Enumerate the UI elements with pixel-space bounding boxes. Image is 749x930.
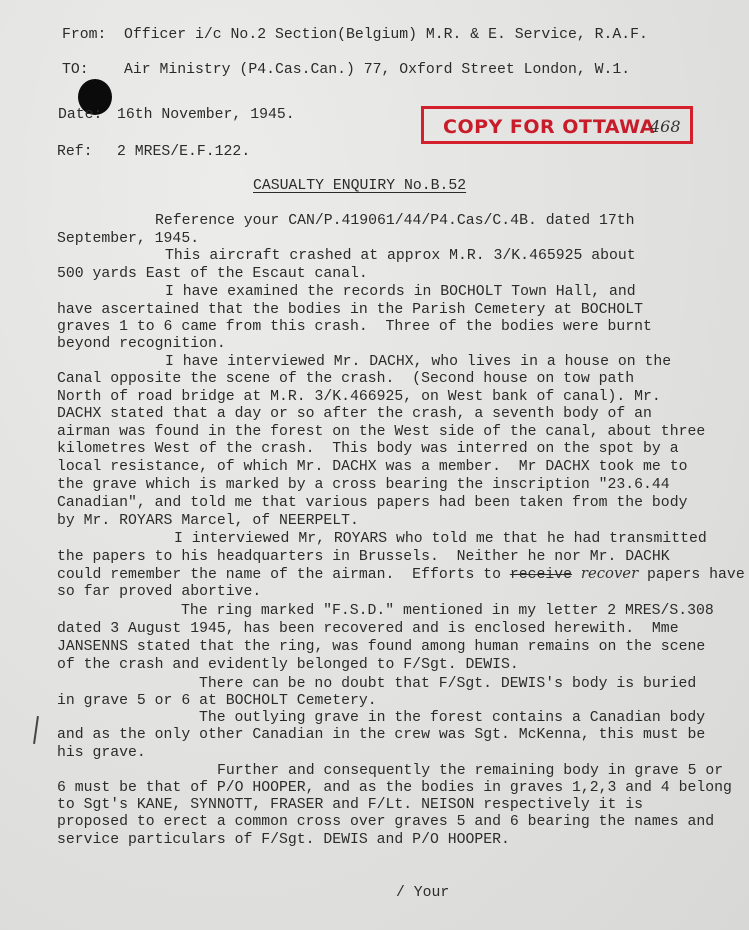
body-line: to Sgt's KANE, SYNNOTT, FRASER and F/Lt. NEISON respectively it is [57,797,644,813]
body-line: I have examined the records in BOCHOLT Town Hall, and [165,284,636,300]
body-line: the grave which is marked by a cross bearing the inscription "23.6.44 [57,477,670,493]
body-line: airman was found in the forest on the West side of the canal, about three [57,424,706,440]
body-line: North of road bridge at M.R. 3/K.466925, on West bank of canal). Mr. [57,389,661,405]
body-line: so far proved abortive. [57,584,262,600]
body-line: and as the only other Canadian in the crew was Sgt. McKenna, this must be [57,727,706,743]
from-label: From: [62,27,107,43]
struck-word: receive [509,567,573,583]
body-line: There can be no doubt that F/Sgt. DEWIS's body is buried [199,676,697,692]
body-line: local resistance, of which Mr. DACHX was a member. Mr DACHX took me to [57,459,688,475]
to-label: TO: [62,62,89,78]
date-value: 16th November, 1945. [117,107,295,123]
document-title: CASUALTY ENQUIRY No.B.52 [253,178,467,194]
body-line: 500 yards East of the Escaut canal. [57,266,368,282]
body-line: The outlying grave in the forest contains a Canadian body [199,710,706,726]
body-line: beyond recognition. [57,336,226,352]
body-line: graves 1 to 6 came from this crash. Three of the bodies were burnt [57,319,652,335]
body-line: in grave 5 or 6 at BOCHOLT Cemetery. [57,693,377,709]
continuation-footer: / Your [396,885,450,901]
body-line: 6 must be that of P/O HOOPER, and as the bodies in graves 1,2,3 and 4 belong [57,780,732,796]
body-line: I interviewed Mr, ROYARS who told me that he had transmitted [174,531,707,547]
body-line: have ascertained that the bodies in the Parish Cemetery at BOCHOLT [57,302,644,318]
body-line: dated 3 August 1945, has been recovered and is enclosed herewith. Mme [57,621,679,637]
body-line: This aircraft crashed at approx M.R. 3/K.465925 about [165,248,636,264]
body-line: I have interviewed Mr. DACHX, who lives in a house on the [165,354,672,370]
body-line: DACHX stated that a day or so after the crash, a seventh body of an [57,406,652,422]
copy-for-ottawa-stamp [421,106,693,144]
body-line: by Mr. ROYARS Marcel, of NEERPELT. [57,513,359,529]
body-line: September, 1945. [57,231,200,247]
body-line: of the crash and evidently belonged to F/Sgt. DEWIS. [57,657,519,673]
ref-value: 2 MRES/E.F.122. [117,144,251,160]
ref-label: Ref: [57,144,93,160]
body-line: service particulars of F/Sgt. DEWIS and P/O HOOPER. [57,832,510,848]
body-line: JANSENNS stated that the ring, was found among human remains on the scene [57,639,706,655]
handwritten-correction: recover [580,565,639,582]
body-line: Canal opposite the scene of the crash. (Second house on tow path [57,371,635,387]
handwritten-number: 468 [650,117,681,136]
body-line: kilometres West of the crash. This body was interred on the spot by a [57,441,679,457]
body-line: his grave. [57,745,146,761]
body-line: Reference your CAN/P.419061/44/P4.Cas/C.4B. dated 17th [155,213,635,229]
body-line: proposed to erect a common cross over graves 5 and 6 bearing the names and [57,814,715,830]
stamp-text: COPY FOR OTTAWA [443,116,655,138]
from-value: Officer i/c No.2 Section(Belgium) M.R. & E. Service, R.A.F. [124,27,648,43]
to-value: Air Ministry (P4.Cas.Can.) 77, Oxford Street London, W.1. [124,62,631,78]
body-line: Further and consequently the remaining body in grave 5 or [217,763,724,779]
body-line: the papers to his headquarters in Brussels. Neither he nor Mr. DACHK [57,549,670,565]
body-line: The ring marked "F.S.D." mentioned in my letter 2 MRES/S.308 [181,603,714,619]
date-label: Date: [58,107,103,123]
body-line: could remember the name of the airman. Efforts to receive recover papers have [57,565,745,583]
body-line: Canadian", and told me that various papers had been taken from the body [57,495,688,511]
